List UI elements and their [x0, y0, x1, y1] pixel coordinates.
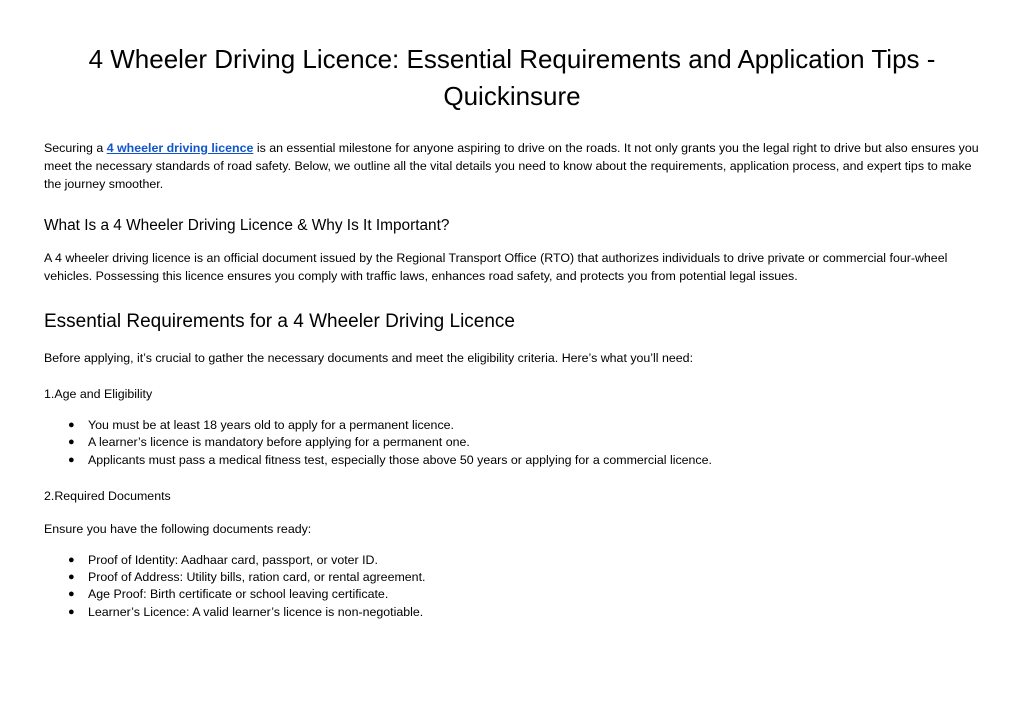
intro-text-after-link: is an essential milestone for anyone aspiring to drive on the roads. It not only grants you the legal right to drive but also ensures you meet the necessary standards of road safety. Below, we outline all the vital details you need to know about the requirements, application process, and expert tips to make the journey smoother.	[44, 141, 979, 191]
bullet-icon: ●	[68, 605, 75, 618]
list-item	[68, 569, 980, 586]
list-item-text: A learner’s licence is mandatory before applying for a permanent one.	[88, 435, 470, 450]
intro-paragraph	[44, 139, 980, 193]
bullet-icon: ●	[68, 436, 75, 449]
page-title: 4 Wheeler Driving Licence: Essential Requirements and Application Tips - Quickinsure	[88, 44, 936, 111]
bullet-icon: ●	[68, 453, 75, 466]
list-item-text: Learner’s Licence: A valid learner’s licence is non-negotiable.	[88, 604, 424, 619]
required-documents-body: Ensure you have the following documents ready:	[44, 521, 312, 536]
list-item-text: Age Proof: Birth certificate or school leaving certificate.	[88, 587, 389, 602]
required-documents-list	[44, 552, 980, 621]
bullet-icon: ●	[68, 553, 75, 566]
list-item	[68, 552, 980, 569]
section-requirements-body: Before applying, it’s crucial to gather the necessary documents and meet the eligibility criteria. Here’s what you’ll need:	[44, 351, 694, 365]
list-item	[68, 434, 980, 451]
section-requirements-heading: Essential Requirements for a 4 Wheeler Driving Licence	[44, 311, 515, 332]
list-item-text: Applicants must pass a medical fitness test, especially those above 50 years or applying for a commercial licence.	[88, 452, 712, 467]
bullet-icon: ●	[68, 588, 75, 601]
intro-text-before-link: Securing a	[44, 141, 107, 155]
required-documents-heading: 2.Required Documents	[44, 488, 171, 503]
list-item-text: You must be at least 18 years old to apply for a permanent licence.	[88, 418, 454, 432]
list-item	[68, 604, 980, 621]
age-eligibility-heading: 1.Age and Eligibility	[44, 387, 153, 401]
bullet-icon: ●	[68, 571, 75, 584]
bullet-icon: ●	[68, 419, 75, 431]
age-eligibility-list	[44, 417, 980, 469]
list-item-text: Proof of Address: Utility bills, ration card, or rental agreement.	[88, 570, 426, 585]
list-item	[68, 417, 980, 434]
section-what-is-body: A 4 wheeler driving licence is an official document issued by the Regional Transport Office (RTO) that authorizes individuals to drive private or commercial four-wheel vehicles. Possessing this licence ensures you comply with traffic laws, enhances road safety, and protects you from potential legal issues.	[44, 251, 948, 283]
section-what-is-heading: What Is a 4 Wheeler Driving Licence & Why Is It Important?	[44, 217, 450, 234]
list-item	[68, 586, 980, 603]
list-item	[68, 452, 980, 469]
list-item-text: Proof of Identity: Aadhaar card, passport, or voter ID.	[88, 552, 378, 567]
driving-licence-link[interactable]: 4 wheeler driving licence	[106, 141, 254, 155]
